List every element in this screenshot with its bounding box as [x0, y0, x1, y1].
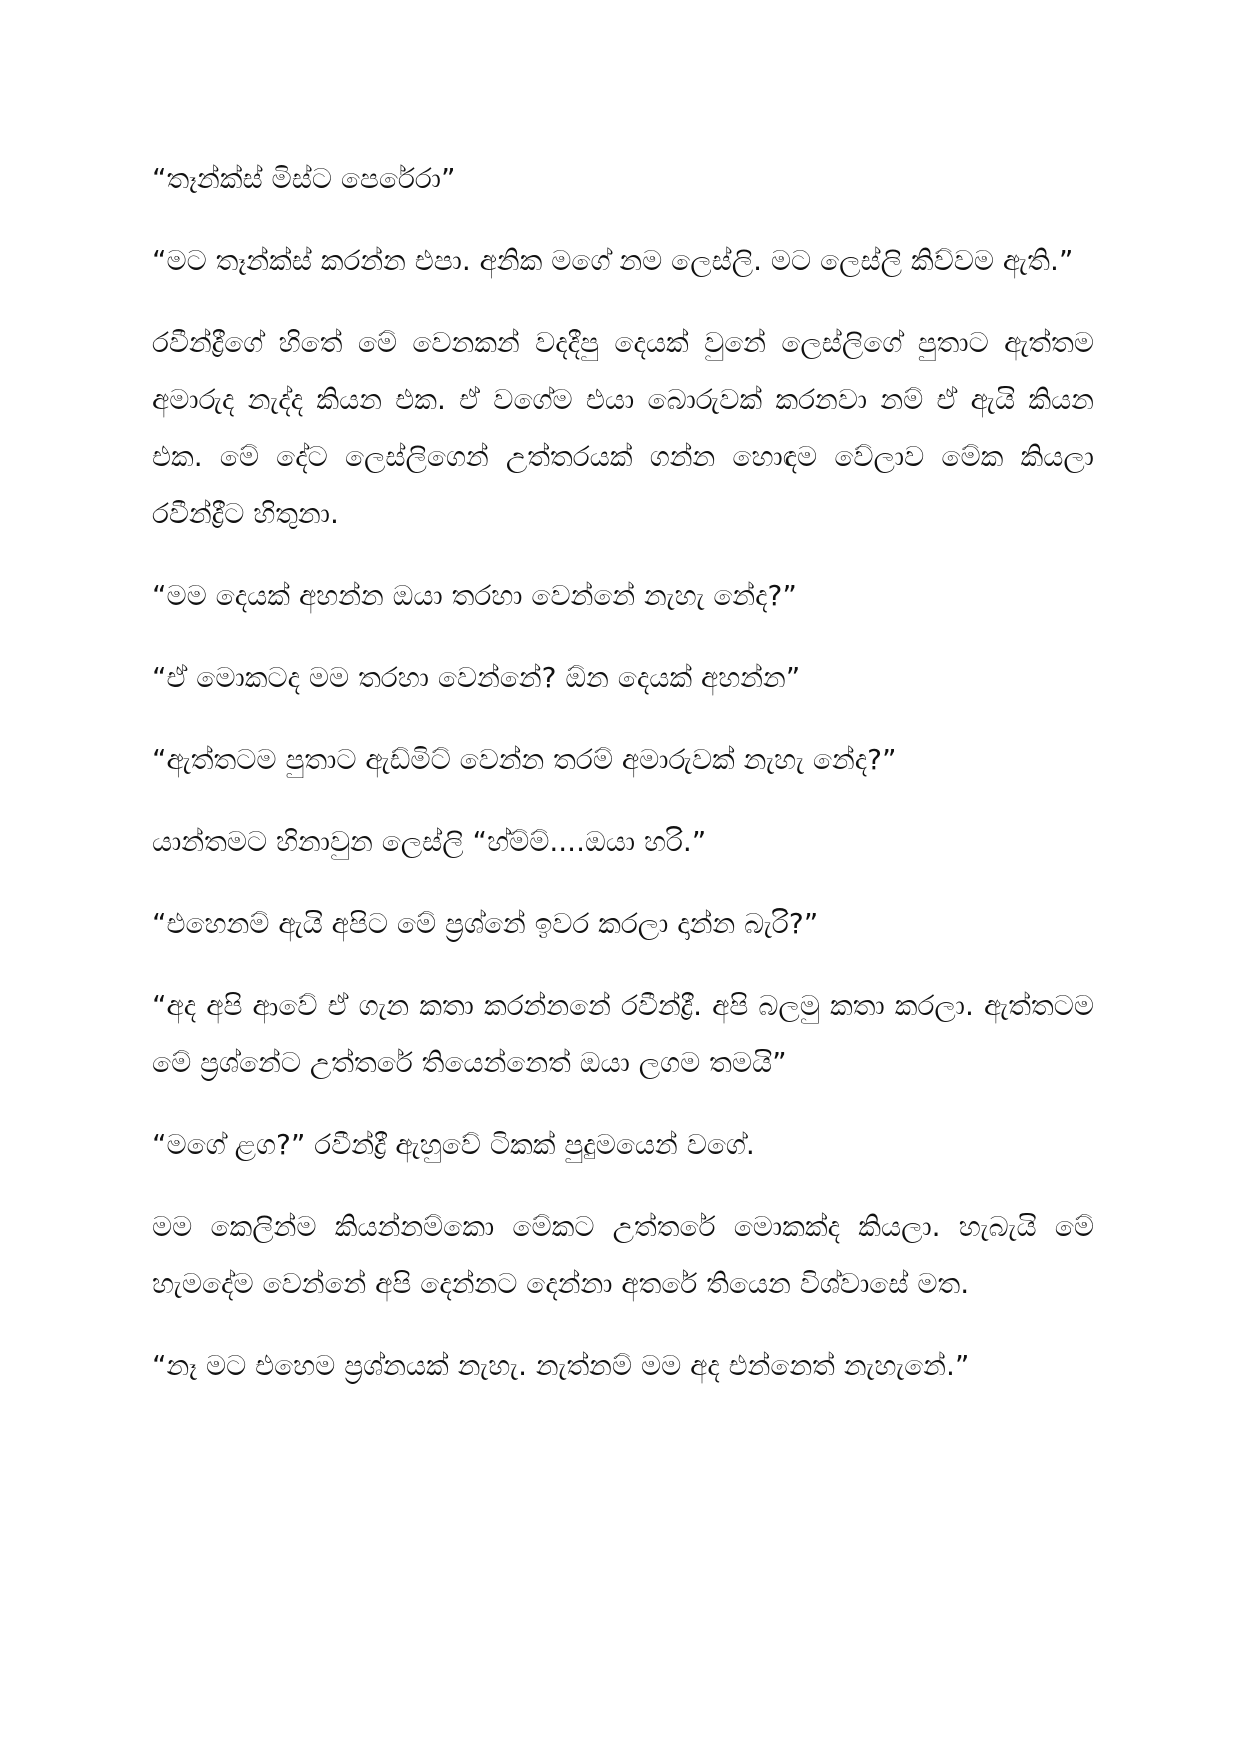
paragraph-4: “මම දෙයක් අහන්න ඔයා තරහා වෙන්නේ නැහැ නේද?” [152, 579, 797, 612]
story-text-body [152, 150, 1094, 1419]
paragraph-7: යාන්තමට හිනාවුන ලෙස්ලි “හ්ම්ම්....ඔයා හරි.” [152, 825, 707, 858]
paragraph-3: රවීන්ද්‍රීගේ හිතේ මේ වෙනකන් වදදීපු දෙයක් වුනේ ලෙස්ලිගේ පුතාට ඇත්තම අමාරුද නැද්ද කියන එක. ඒ වගේම එයා බොරුවක් කරනවා නම් ඒ ඇයි කියන එක. මේ දේට ලෙස්ලිගෙන් උත්තරයක් ගන්න හොඳම වේලාව මේක කියලා රවීන්ද්‍රීට හිතුනා. [152, 326, 1094, 530]
paragraph-12: “නෑ මට එහෙම ප්‍රශ්නයක් නැහැ. නැත්නම් මම අද එන්නෙත් නැහැනේ.” [152, 1349, 970, 1382]
paragraph-5: “ඒ මොකටද මම තරහා වෙන්නේ? ඕන දෙයක් අහන්න” [152, 661, 801, 694]
paragraph-10: “මගේ ළග?” රවීන්ද්‍රී ඇහුවේ ටිකක් පුදුමයෙන් වගේ. [152, 1128, 755, 1161]
paragraph-2: “මට තෑන්ක්ස් කරන්න එපා. අනික මගේ නම ලෙස්ලි. මට ලෙස්ලි කිව්වම ඇති.” [152, 244, 1074, 277]
paragraph-1: “තෑන්ක්ස් මිස්ට පෙරේරා” [152, 162, 456, 195]
paragraph-6: “ඇත්තටම පුතාට ඇඩ්මිට් වෙන්න තරම් අමාරුවක් නැහැ නේද?” [152, 743, 897, 776]
paragraph-11: මම කෙලින්ම කියන්නම්කො මේකට උත්තරේ මොකක්ද කියලා. හැබැයි මේ හැමදේම වෙන්නේ අපි දෙන්නට දෙන්නා අතරේ තියෙන විශ්වාසේ මත. [152, 1210, 1094, 1300]
paragraph-9: “අද අපි ආවේ ඒ ගැන කතා කරන්නනේ රවීන්ද්‍රී. අපි බලමු කතා කරලා. ඇත්තටම මේ ප්‍රශ්නේට උත්තරේ තියෙන්නෙත් ඔයා ලගම තමයි” [152, 989, 1094, 1079]
paragraph-8: “එහෙනම් ඇයි අපිට මේ ප්‍රශ්නේ ඉවර කරලා දාන්න බැරි?” [152, 907, 819, 940]
